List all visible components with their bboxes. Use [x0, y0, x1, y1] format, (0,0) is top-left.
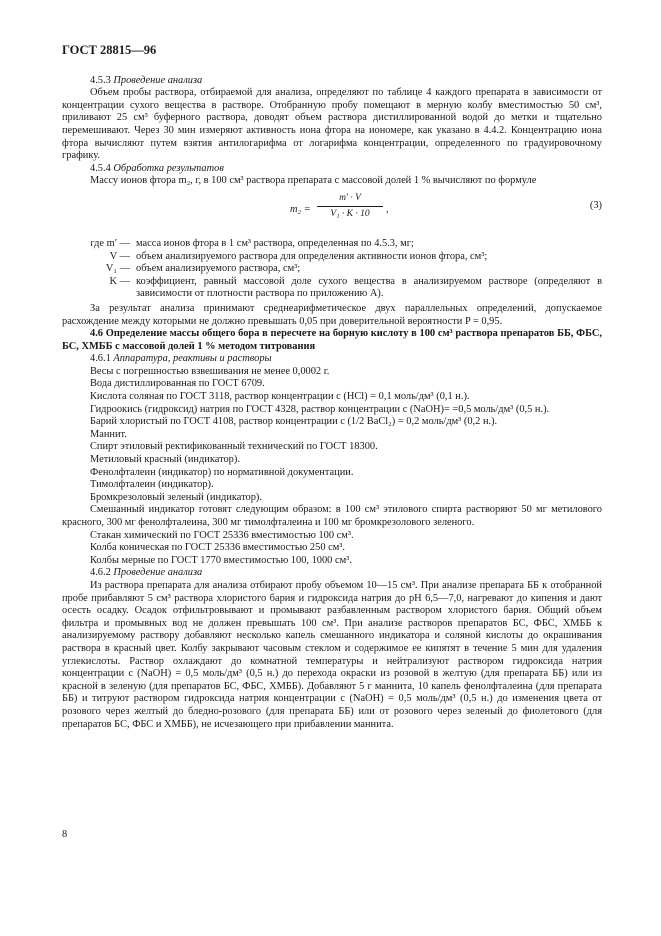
list-item: Стакан химический по ГОСТ 25336 вместимостью 100 см³. — [90, 529, 354, 541]
list-item: Фенолфталеин (индикатор) по нормативной документации. — [90, 466, 354, 478]
fraction-bar — [317, 206, 383, 207]
document-code: ГОСТ 28815—96 — [62, 43, 157, 57]
definition-item: V₁ — объем анализируемого раствора, см³; — [105, 263, 301, 275]
list-item: Метиловый красный (индикатор). — [90, 454, 240, 466]
definition-item: V — объем анализируемого раствора для определения активности ионов фтора, см³; — [109, 250, 488, 262]
formula-denominator: V₁ · K · 10 — [330, 208, 370, 219]
section-heading: 4.5.3 Проведение анализа — [90, 74, 203, 86]
list-item: Барий хлористый по ГОСТ 4108, раствор концентрации с (1/2 BaCl₂) = 0,2 моль/дм³ (0,2 н.). — [90, 416, 498, 428]
section-heading: 4.6.1 Аппаратура, реактивы и растворы — [90, 353, 272, 365]
formula — [62, 192, 602, 230]
list-item: Бромкрезоловый зеленый (индикатор). — [90, 491, 262, 503]
formula-fraction — [317, 192, 383, 220]
page-content — [62, 44, 602, 731]
list-item: Маннит. — [90, 428, 127, 440]
paragraph: За результат анализа принимают среднеарифметическое двух параллельных определений, допускаемое расхождение между которыми не должно превышать 0,05 при доверительной вероятности P = 0,95. — [62, 302, 602, 327]
paragraph: Из раствора препарата для анализа отбирают пробу объемом 10—15 см³. При анализе препарата ББ к отобранной пробе прибавляют 5 см³ раствора хлористого бария и гидроксида натрия до pH 6,5—7,0, нагревают до кипения и дают осесть осадку. Осадок отфильтровывают и промывают разбавленным раствором хлористого бария. Общий объем фильтра и промывных вод не должен превышать 100 см³. При анализе растворов препаратов БС, ФБС, ХМББ к анализируемому раствору добавляют несколько капель смешанного индикатора и соляной кислоты до окрашивания раствора в красный цвет. Колбу закрывают часовым стеклом и содержимое ее кипятят в течение 5 мин для удаления углекислоты. Раствор охлаждают до комнатной температуры и нейтрализуют раствором гидроксида натрия концентрации с (NaOH) = 0,5 моль/дм³ (0,5 н.) до перехода окраски из розовой в желтую (для препарата ББ) или из красной в зеленую (для препаратов БС, ФБС, ХМББ). Добавляют 5 г маннита, 10 капель фенолфталеина (для препарата ББ) и титруют раствором гидроксида натрия концентрации с (NaOH) = 0,5 моль/дм³ (0,5 н.) до изменения цвета от розового через желтый до бледно-розового (для препарата ББ) или от розового через зеленый до фиолетового (для препаратов БС, ФБС и ХМББ), не исчезающего при прибавлении маннита. — [62, 579, 602, 730]
formula-lhs: m₂ = — [290, 203, 311, 215]
page-number: 8 — [62, 829, 68, 840]
definition-item: где m′ — масса ионов фтора в 1 см³ раствора, определенная по 4.5.3, мг; — [90, 237, 414, 249]
section-heading: 4.6.2 Проведение анализа — [90, 567, 203, 579]
equation-number: (3) — [589, 199, 602, 211]
formula-numerator: m′ · V — [339, 192, 361, 203]
definition-item: K — коэффициент, равный массовой доле сухого вещества в анализируемом растворе (определяют в зависимости от плотности раствора по приложению А). — [109, 275, 602, 300]
list-item: Тимолфталеин (индикатор). — [90, 479, 214, 491]
list-item: Спирт этиловый ректификованный технический по ГОСТ 18300. — [90, 441, 378, 453]
paragraph: Объем пробы раствора, отбираемой для анализа, определяют по таблице 4 каждого препарата в зависимости от концентрации сухого вещества в растворе. Отобранную пробу помещают в мерную колбу вместимостью 50 см³, приливают 25 см³ буферного раствора, доводят объем раствора дистиллированной водой до метки и тщательно перемешивают. Через 30 мин измеряют активность иона фтора на иономере, как указано в 4.4.2. Концентрацию иона фтора вычисляют путем взятия антилогарифма от логарифма концентрации, определенного по градуировочному графику. — [62, 87, 602, 162]
list-item: Кислота соляная по ГОСТ 3118, раствор концентрации с (HCl) = 0,1 моль/дм³ (0,1 н.). — [90, 391, 470, 403]
list-item: Смешанный индикатор готовят следующим образом: в 100 см³ этилового спирта растворяют 50 мг метилового красного, 300 мг фенолфталеина, 300 мг тимолфталеина и 100 мг бромкрезолового зеленого. — [62, 504, 602, 528]
list-item: Колбы мерные по ГОСТ 1770 вместимостью 100, 1000 см³. — [90, 554, 352, 566]
paragraph: Массу ионов фтора m₂, г, в 100 см³ раствора препарата с массовой долей 1 % вычисляют по формуле — [90, 175, 537, 187]
list-item: Колба коническая по ГОСТ 25336 вместимостью 250 см³. — [90, 542, 346, 554]
variable-definitions — [62, 238, 602, 301]
section-heading: 4.5.4 Обработка результатов — [90, 162, 224, 174]
list-item: Гидроокись (гидроксид) натрия по ГОСТ 4328, раствор концентрации с (NaOH)= =0,5 моль/дм³ (0,5 н.). — [90, 403, 550, 415]
formula-comma: , — [386, 203, 389, 215]
section-heading: 4.6 Определение массы общего бора в пересчете на борную кислоту в 100 см³ раствора препаратов ББ, ФБС, БС, ХМББ с массовой долей 1 % методом титрования — [62, 328, 602, 352]
list-item: Вода дистиллированная по ГОСТ 6709. — [90, 378, 265, 390]
list-item: Весы с погрешностью взвешивания не менее 0,0002 г. — [90, 365, 330, 377]
